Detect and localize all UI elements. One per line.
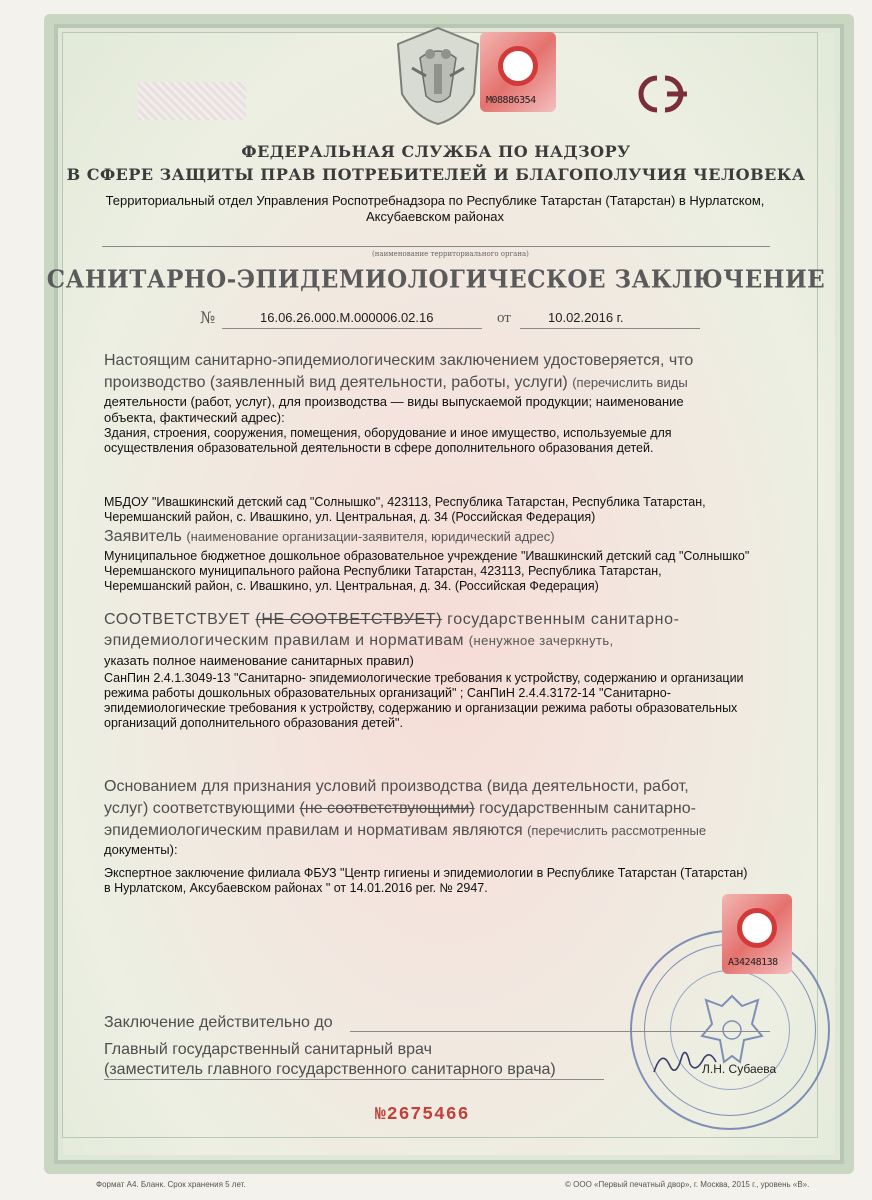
basis-line2-b: государственным санитарно- bbox=[479, 800, 696, 817]
chief-line2: (заместитель главного государственного санитарного врача) bbox=[104, 1061, 556, 1078]
document-number: 16.06.26.000.М.000006.02.16 bbox=[260, 310, 434, 325]
valid-until-underline bbox=[350, 1031, 770, 1032]
number-sign: № bbox=[200, 308, 216, 327]
complies-line2-row bbox=[104, 631, 614, 651]
department-hint: (наименование территориального органа) bbox=[372, 250, 529, 258]
agency-name-line1: ФЕДЕРАЛЬНАЯ СЛУЖБА ПО НАДЗОРУ bbox=[241, 142, 631, 161]
department-underline bbox=[102, 246, 770, 247]
hologram-top-code: M08886354 bbox=[486, 95, 536, 106]
footer-left: Формат А4. Бланк. Срок хранения 5 лет. bbox=[96, 1180, 246, 1189]
complies-hint-inline: (ненужное зачеркнуть, bbox=[468, 633, 614, 648]
expert-line1: Экспертное заключение филиала ФБУЗ "Центр гигиены и эпидемиологии в Республике Татарстан (Татарстан) bbox=[104, 866, 748, 880]
object-line2: Черемшанский район, с. Ивашкино, ул. Центральная, д. 34 (Российская Федерация) bbox=[104, 510, 596, 524]
complies-hint-line3: указать полное наименование санитарных правил) bbox=[104, 653, 414, 668]
basis-line3: эпидемиологическим правилам и нормативам являются bbox=[104, 822, 523, 839]
department-line2: Аксубаевском районах bbox=[366, 209, 504, 224]
intro-line1: Настоящим санитарно-эпидемиологическим заключением удостоверяется, что bbox=[104, 352, 694, 369]
intro-hint-inline: (перечислить виды bbox=[572, 375, 688, 390]
rules-line2: режима работы дошкольных образовательных организаций" ; СанПиН 2.4.4.3172-14 "Санитарно- bbox=[104, 686, 671, 700]
basis-line2-struck: (не соответствующими) bbox=[299, 800, 475, 817]
activity-line2: осуществления образовательной деятельности в сфере дополнительного образования детей. bbox=[104, 441, 654, 455]
agency-name-line2: В СФЕРЕ ЗАЩИТЫ ПРАВ ПОТРЕБИТЕЛЕЙ И БЛАГОПОЛУЧИЯ ЧЕЛОВЕКА bbox=[66, 165, 806, 184]
intro-hint-line3: объекта, фактический адрес): bbox=[104, 410, 285, 425]
sanepid-logo-icon bbox=[498, 46, 538, 86]
applicant-line3: Черемшанский район, с. Ивашкино, ул. Центральная, д. 34. (Российская Федерация) bbox=[104, 579, 599, 593]
object-line1: МБДОУ "Ивашкинский детский сад "Солнышко", 423113, Республика Татарстан, Республика Татарстан, bbox=[104, 495, 706, 509]
chief-underline bbox=[104, 1079, 604, 1080]
chief-line1: Главный государственный санитарный врач bbox=[104, 1041, 432, 1058]
blank-serial-number: №2675466 bbox=[375, 1105, 470, 1125]
not-complies-struck: (НЕ СООТВЕТСТВУЕТ) bbox=[255, 611, 443, 628]
complies-row bbox=[104, 610, 680, 630]
basis-hint-line4: документы): bbox=[104, 842, 178, 857]
number-underline bbox=[222, 328, 482, 329]
signer-name: Л.Н. Субаева bbox=[702, 1062, 777, 1076]
applicant-hint: (наименование организации-заявителя, юридический адрес) bbox=[186, 529, 555, 544]
applicant-label: Заявитель bbox=[104, 528, 182, 545]
basis-hint-inline: (перечислить рассмотренные bbox=[527, 823, 707, 838]
coat-of-arms-icon bbox=[390, 24, 486, 128]
intro-line2: производство (заявленный вид деятельности, работы, услуги) bbox=[104, 374, 568, 391]
rules-line4: организаций дополнительного образования детей". bbox=[104, 716, 403, 730]
department bbox=[100, 193, 770, 225]
complies-line2: эпидемиологическим правилам и нормативам bbox=[104, 632, 464, 649]
applicant-row bbox=[104, 527, 555, 547]
basis-line2-row bbox=[104, 799, 696, 819]
footer-right: © ООО «Первый печатный двор», г. Москва, 2015 г., уровень «В». bbox=[565, 1180, 810, 1189]
applicant-line2: Черемшанского муниципального района Республики Татарстан, 423113, Республика Татарстан, bbox=[104, 564, 662, 578]
department-line1: Территориальный отдел Управления Роспотребнадзора по Республике Татарстан (Татарстан) в Нурлатском, bbox=[105, 193, 765, 208]
document-title: САНИТАРНО-ЭПИДЕМИОЛОГИЧЕСКОЕ ЗАКЛЮЧЕНИЕ bbox=[46, 265, 826, 294]
intro-hint-line2: деятельности (работ, услуг), для производства — виды выпускаемой продукции; наименование bbox=[104, 394, 684, 409]
intro-line2-row bbox=[104, 373, 688, 393]
complies-rest: государственным санитарно- bbox=[447, 611, 680, 628]
basis-line3-row bbox=[104, 821, 706, 841]
hologram-bottom-code: A34248138 bbox=[728, 957, 778, 968]
complies-word: СООТВЕТСТВУЕТ bbox=[104, 611, 251, 628]
rules-line3: эпидемиологические требования к устройству, содержанию и организации режима работы образовательных bbox=[104, 701, 738, 715]
date-underline bbox=[520, 328, 700, 329]
expert-line2: в Нурлатском, Аксубаевском районах " от 14.01.2016 рег. № 2947. bbox=[104, 881, 488, 895]
document-date: 10.02.2016 г. bbox=[548, 310, 624, 325]
hologram-bottom bbox=[722, 894, 792, 974]
basis-line1: Основанием для признания условий производства (вида деятельности, работ, bbox=[104, 778, 689, 795]
se-mark-icon bbox=[627, 72, 695, 116]
sanepid-logo-bottom-icon bbox=[737, 908, 777, 948]
security-pattern bbox=[138, 82, 246, 120]
date-prefix: от bbox=[497, 310, 511, 326]
applicant-line1: Муниципальное бюджетное дошкольное образовательное учреждение "Ивашкинский детский сад "Солнышко" bbox=[104, 549, 750, 563]
activity-line1: Здания, строения, сооружения, помещения, оборудование и иное имущество, используемые для bbox=[104, 426, 672, 440]
hologram-top bbox=[480, 32, 556, 112]
rules-line1: СанПин 2.4.1.3049-13 "Санитарно- эпидемиологические требования к устройству, содержанию и организации bbox=[104, 671, 744, 685]
basis-line2-a: услуг) соответствующими bbox=[104, 800, 296, 817]
valid-until: Заключение действительно до bbox=[104, 1014, 333, 1031]
